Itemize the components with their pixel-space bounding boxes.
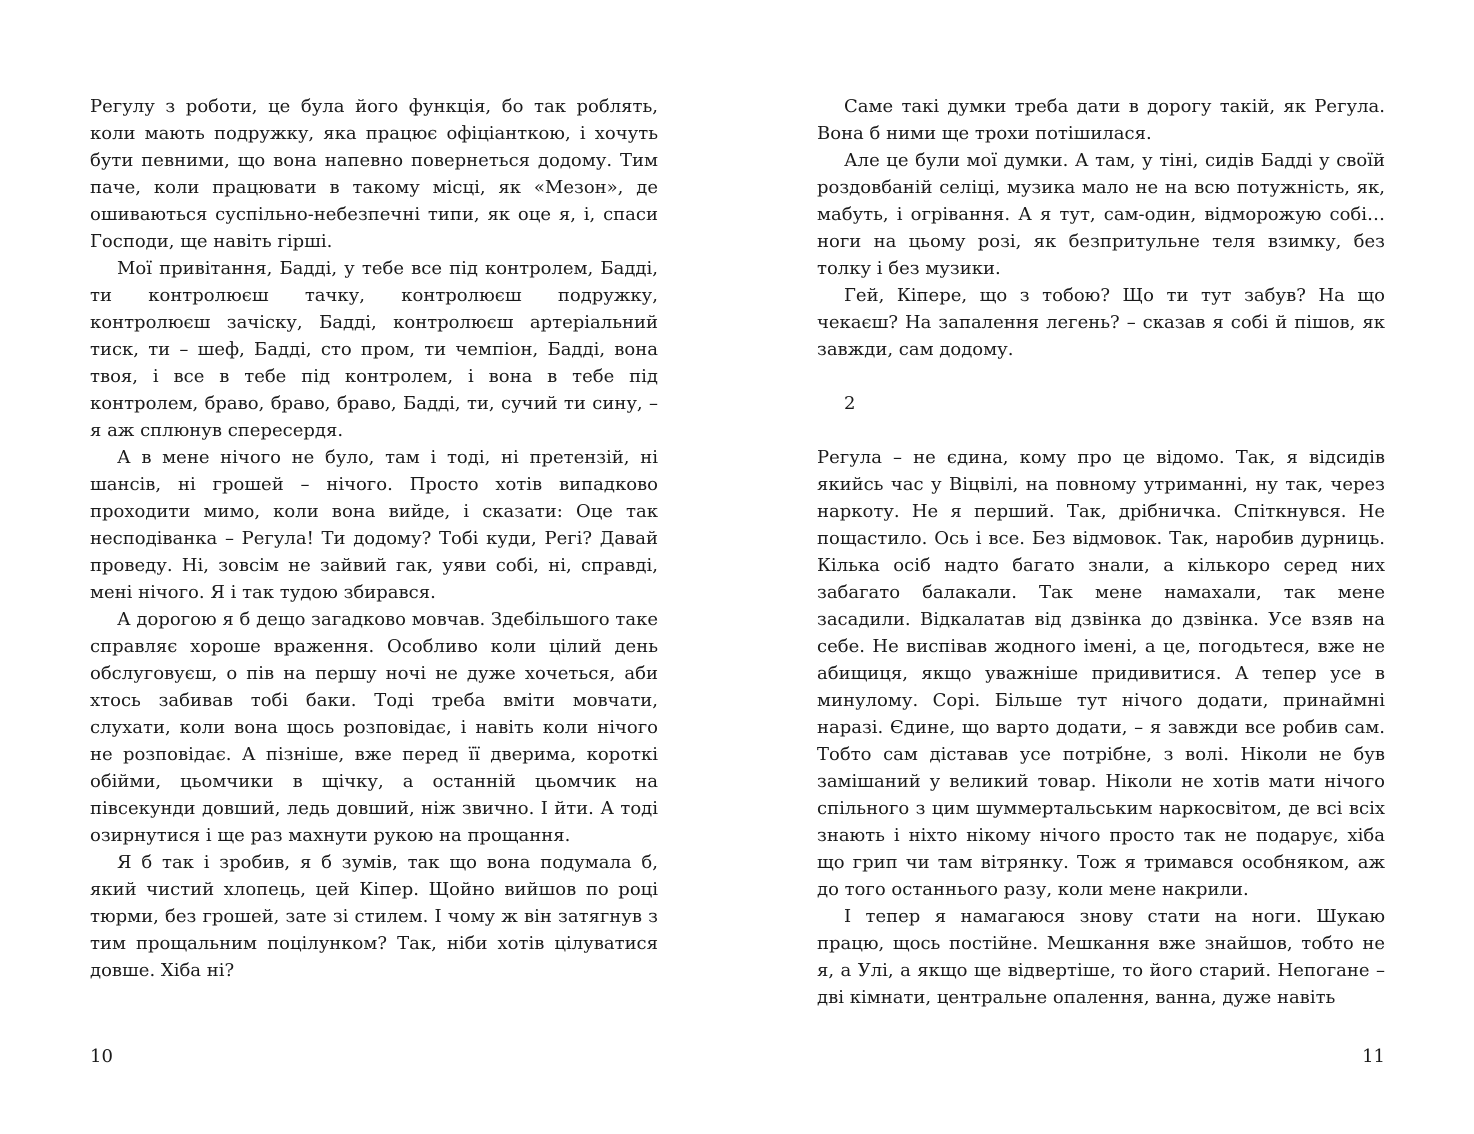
right-page [737,0,1474,1134]
paragraph: Гей, Кіпере, що з тобою? Що ти тут забув? На що чекаєш? На запалення легень? – сказав я собі й пішов, як завжди, сам додому. [817,285,1385,360]
right-page-text [817,93,1385,1011]
paragraph: І тепер я намагаюся знову стати на ноги. Шукаю працю, щось постійне. Мешкання вже знайшов, тобто не я, а Улі, а якщо ще відвертіше, то його старий. Непогане – дві кімнати, центральне опалення, ванна, дуже навіть [817,906,1385,1008]
paragraph: Регула – не єдина, кому про це відомо. Так, я відсидів якийсь час у Віцвілі, на повному утриманні, ну так, через наркоту. Не я перший. Так, дрібничка. Спіткнувся. Не пощастило. Ось і все. Без відмовок. Так, наробив дурниць. Кілька осіб надто багато знали, а кількоро серед них забагато балакали. Так мене намахали, так мене засадили. Відкалатав від дзвінка до дзвінка. Усе взяв на себе. Не виспівав жодного імені, а це, погодьтеся, вже не абищиця, якщо уважніше придивитися. А тепер усе в минулому. Сорі. Більше тут нічого додати, принаймні наразі. Єдине, що варто додати, – я завжди все робив сам. Тобто сам діставав усе потрібне, з волі. Ніколи не був замішаний у великий товар. Ніколи не хотів мати нічого спільного з цим шуммертальським наркосвітом, де всі всіх знають і ніхто нікому нічого просто так не подарує, хіба що грип чи там вітрянку. Тож я тримався особняком, аж до того останнього разу, коли мене накрили. [817,447,1385,900]
paragraph: Я б так і зробив, я б зумів, так що вона подумала б, який чистий хлопець, цей Кіпер. Щойно вийшов по році тюрми, без грошей, зате зі стилем. І чому ж він затягнув з тим прощальним поцілунком? Так, ніби хотів цілуватися довше. Хіба ні? [90,852,658,981]
page-number-right: 11 [1362,1046,1385,1067]
page-number-left: 10 [90,1046,113,1067]
left-page-text [90,93,658,984]
paragraph: Регулу з роботи, це була його функція, бо так роблять, коли мають подружку, яка працює офіціанткою, і хочуть бути певними, що вона напевно повернеться додому. Тим паче, коли працювати в такому місці, як «Мезон», де ошиваються суспільно-небезпечні типи, як оце я, і, спаси Господи, ще навіть гірші. [90,96,658,252]
paragraph: А в мене нічого не було, там і тоді, ні претензій, ні шансів, ні грошей – нічого. Просто хотів випадково проходити мимо, коли вона вийде, і сказати: Оце так несподіванка – Регула! Ти додому? Тобі куди, Регі? Давай проведу. Ні, зовсім не зайвий гак, уяви собі, ні, справді, мені нічого. Я і так тудою збирався. [90,447,658,603]
paragraph: Саме такі думки треба дати в дорогу такій, як Регула. Вона б ними ще трохи потішилася. [817,96,1385,144]
paragraph: Мої привітання, Бадді, у тебе все під контролем, Бадді, ти контролюєш тачку, контролюєш подружку, контролюєш зачіску, Бадді, контролюєш артеріальний тиск, ти – шеф, Бадді, сто пром, ти чемпіон, Бадді, вона твоя, і все в тебе під контролем, і вона в тебе під контролем, браво, браво, браво, Бадді, ти, сучий ти сину, – я аж сплюнув спересердя. [90,258,658,441]
section-number: 2 [844,393,856,414]
paragraph: А дорогою я б дещо загадково мовчав. Здебільшого таке справляє хороше враження. Особливо коли цілий день обслуговуєш, о пів на першу ночі не дуже хочеться, аби хтось забивав тобі баки. Тоді треба вміти мовчати, слухати, коли вона щось розповідає, і навіть коли нічого не розповідає. А пізніше, вже перед її дверима, короткі обійми, цьомчики в щічку, а останній цьомчик на півсекунди довший, ледь довший, ніж звично. І йти. А тоді озирнутися і ще раз махнути рукою на прощання. [90,609,658,846]
paragraph: Але це були мої думки. А там, у тіні, сидів Бадді у своїй роздовбаній селіці, музика мало не на всю потужність, як, мабуть, і огрівання. А я тут, сам-один, відморожую собі… ноги на цьому розі, як безпритульне теля взимку, без толку і без музики. [817,150,1385,279]
